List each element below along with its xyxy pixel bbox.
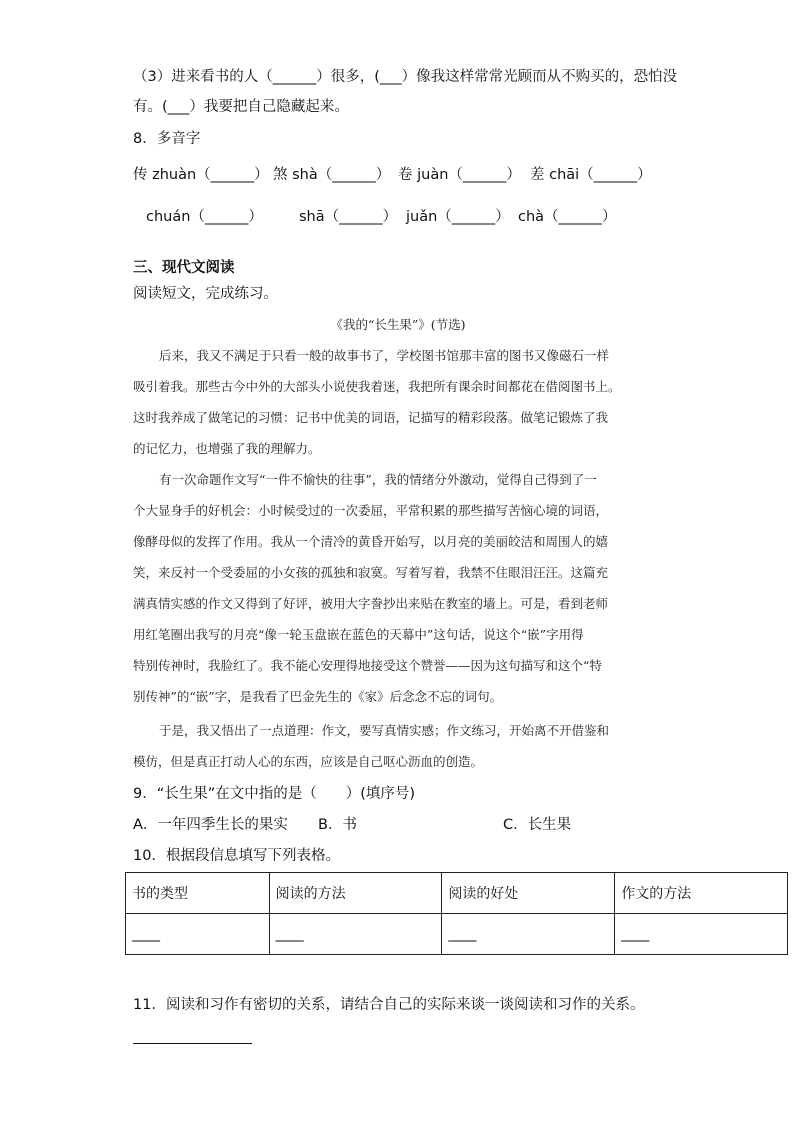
- passage-line: 像酵母似的发挥了作用。我从一个清冷的黄昏开始写，以月亮的美丽皎洁和周围人的嬉: [133, 534, 609, 549]
- table-answer-cell[interactable]: ____: [269, 914, 442, 955]
- q8-title: 8．多音字: [133, 131, 201, 147]
- table-answer-row: [126, 914, 788, 955]
- table-answer-cell[interactable]: ____: [126, 914, 270, 955]
- q8-row2-item: chuán（______）: [146, 209, 263, 225]
- passage-line: 有一次命题作文写“一件不愉快的往事”，我的情绪分外激动，觉得自己得到了一: [159, 472, 597, 487]
- passage-line: 别传神”的“嵌”字，是我看了巴金先生的《家》后念念不忘的词句。: [133, 689, 503, 704]
- table-header-cell: 书的类型: [126, 873, 270, 914]
- q10-table: [125, 872, 788, 955]
- section-heading: 三、现代文阅读: [133, 260, 235, 276]
- q9-question: 9．“长生果”在文中指的是（ ）(填序号): [133, 786, 416, 802]
- section-instruction: 阅读短文，完成练习。: [133, 286, 278, 302]
- q7-3-line1: （3）进来看书的人（______）很多，(___）像我这样常常光顾而从不购买的，恐怕没: [133, 69, 678, 85]
- passage-line: 特别传神时，我脸红了。我不能心安理得地接受这个赞誉——因为这句描写和这个“特: [133, 658, 602, 673]
- q8-row2-item: juǎn（______）: [406, 209, 510, 225]
- table-header-cell: 作文的方法: [615, 873, 788, 914]
- passage-line: 模仿，但是真正打动人心的东西，应该是自己呕心沥血的创造。: [133, 754, 484, 769]
- passage-title: 《我的“长生果”》(节选): [330, 317, 466, 332]
- q9-option-a: A．一年四季生长的果实: [133, 817, 288, 833]
- table-answer-cell[interactable]: ____: [442, 914, 615, 955]
- q8-row2-item: shā（______）: [299, 209, 398, 225]
- passage-line: 的记忆力，也增强了我的理解力。: [133, 441, 321, 456]
- q8-row1-item: 传 zhuàn（______）: [133, 167, 269, 183]
- table-header-row: [126, 873, 788, 914]
- q7-3-line2: 有。(___）我要把自己隐藏起来。: [133, 99, 349, 115]
- q11-answer-line[interactable]: [133, 1043, 252, 1044]
- passage-line: 后来，我又不满足于只看一般的故事书了，学校图书馆那丰富的图书又像磁石一样: [159, 348, 610, 363]
- q11-question: 11．阅读和习作有密切的关系，请结合自己的实际来谈一谈阅读和习作的关系。: [133, 997, 645, 1013]
- passage-line: 于是，我又悟出了一点道理：作文，要写真情实感；作文练习，开始离不开借鉴和: [159, 723, 610, 738]
- table-header-cell: 阅读的方法: [269, 873, 442, 914]
- passage-line: 吸引着我。那些古今中外的大部头小说使我着迷，我把所有课余时间都花在借阅图书上。: [133, 379, 621, 394]
- table-answer-cell[interactable]: ____: [615, 914, 788, 955]
- passage-line: 这时我养成了做笔记的习惯：记书中优美的词语，记描写的精彩段落。做笔记锻炼了我: [133, 410, 609, 425]
- passage-line: 个大显身手的好机会：小时候受过的一次委屈，平常积累的那些描写苦恼心境的词语，: [133, 503, 609, 518]
- passage-line: 满真情实感的作文又得到了好评，被用大字誊抄出来贴在教室的墙上。可是，看到老师: [133, 596, 609, 611]
- q9-option-b: B．书: [318, 817, 357, 833]
- q8-row1-item: 卷 juàn（______）: [398, 167, 521, 183]
- q9-option-c: C．长生果: [503, 817, 572, 833]
- table-header-cell: 阅读的好处: [442, 873, 615, 914]
- q8-row1-item: 煞 shà（______）: [273, 167, 391, 183]
- q8-row2-item: chà（______）: [518, 209, 617, 225]
- q10-question: 10．根据段信息填写下列表格。: [133, 848, 340, 864]
- passage-line: 用红笔圈出我写的月亮“像一轮玉盘嵌在蓝色的天幕中”这句话，说这个“嵌”字用得: [133, 627, 584, 642]
- q8-row1-item: 差 chāi（______）: [530, 167, 652, 183]
- passage-line: 笑，来反衬一个受委屈的小女孩的孤独和寂寞。写着写着，我禁不住眼泪汪汪。这篇充: [133, 565, 609, 580]
